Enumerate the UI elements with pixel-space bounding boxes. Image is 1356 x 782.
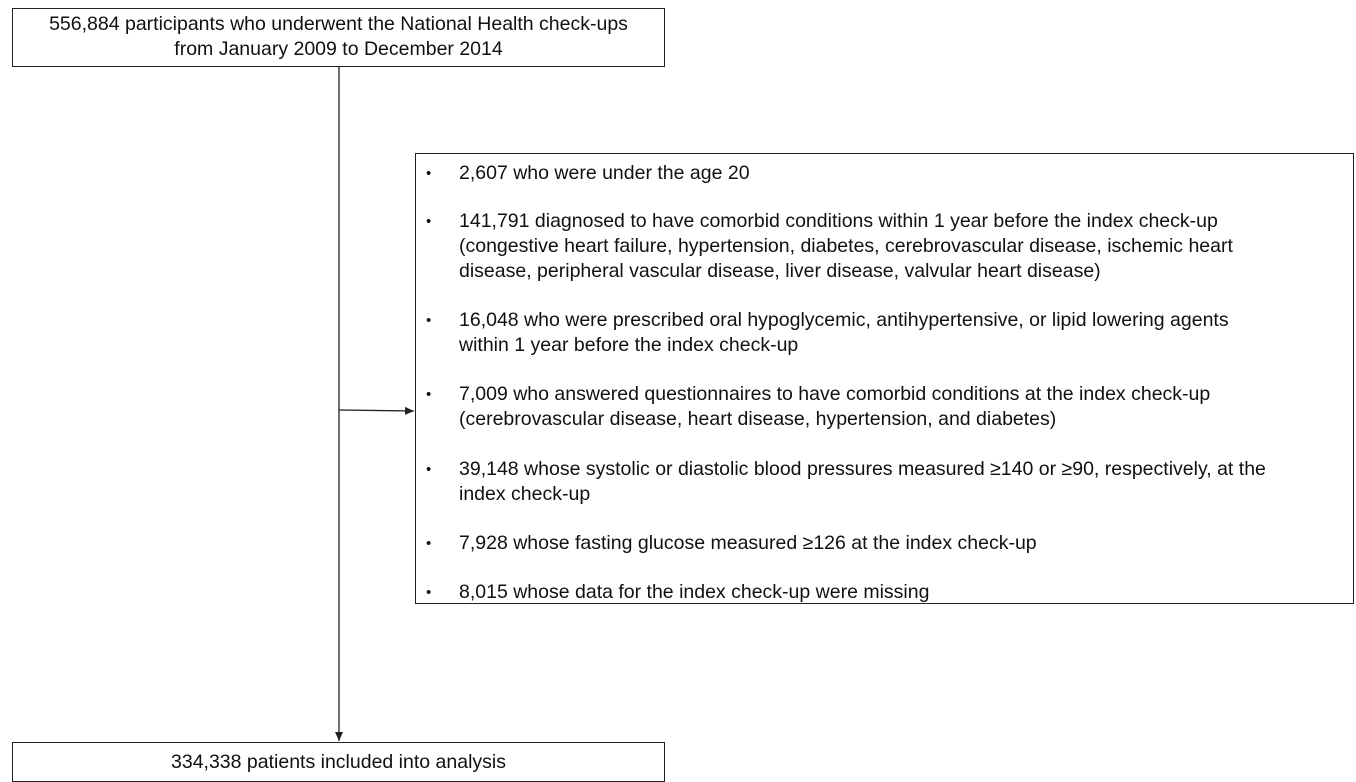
exclusion-line: index check-up bbox=[459, 483, 591, 505]
exclusion-line: 8,015 whose data for the index check-up were missing bbox=[459, 581, 930, 603]
exclusion-criteria-box bbox=[415, 153, 1354, 604]
bullet-icon: • bbox=[426, 535, 432, 552]
bullet-icon: • bbox=[426, 584, 432, 601]
exclusion-line: disease, peripheral vascular disease, liver disease, valvular heart disease) bbox=[459, 260, 1101, 282]
source-population-line-1: 556,884 participants who underwent the National Health check-ups bbox=[49, 13, 628, 35]
exclusion-line: 16,048 who were prescribed oral hypoglycemic, antihypertensive, or lipid lowering agents bbox=[459, 309, 1229, 331]
bullet-icon: • bbox=[426, 312, 432, 329]
exclusion-line: 2,607 who were under the age 20 bbox=[459, 162, 750, 184]
source-population-line-2: from January 2009 to December 2014 bbox=[174, 38, 503, 60]
exclusion-line: (cerebrovascular disease, heart disease, hypertension, and diabetes) bbox=[459, 408, 1057, 430]
exclusion-line: 39,148 whose systolic or diastolic blood pressures measured ≥140 or ≥90, respectively, at the bbox=[459, 458, 1266, 480]
analysis-population-box bbox=[12, 742, 665, 782]
bullet-icon: • bbox=[426, 213, 432, 230]
bullet-icon: • bbox=[426, 461, 432, 478]
exclusion-line: within 1 year before the index check-up bbox=[459, 334, 799, 356]
exclusion-line: 7,928 whose fasting glucose measured ≥126 at the index check-up bbox=[459, 532, 1037, 554]
bullet-icon: • bbox=[426, 165, 432, 182]
exclusion-arrow bbox=[339, 410, 414, 411]
source-population-box bbox=[12, 8, 665, 67]
exclusion-line: 7,009 who answered questionnaires to have comorbid conditions at the index check-up bbox=[459, 383, 1211, 405]
bullet-icon: • bbox=[426, 386, 432, 403]
exclusion-line: 141,791 diagnosed to have comorbid conditions within 1 year before the index check-up bbox=[459, 210, 1218, 232]
analysis-population-text: 334,338 patients included into analysis bbox=[171, 751, 506, 773]
exclusion-line: (congestive heart failure, hypertension, diabetes, cerebrovascular disease, ischemic heart bbox=[459, 235, 1233, 257]
